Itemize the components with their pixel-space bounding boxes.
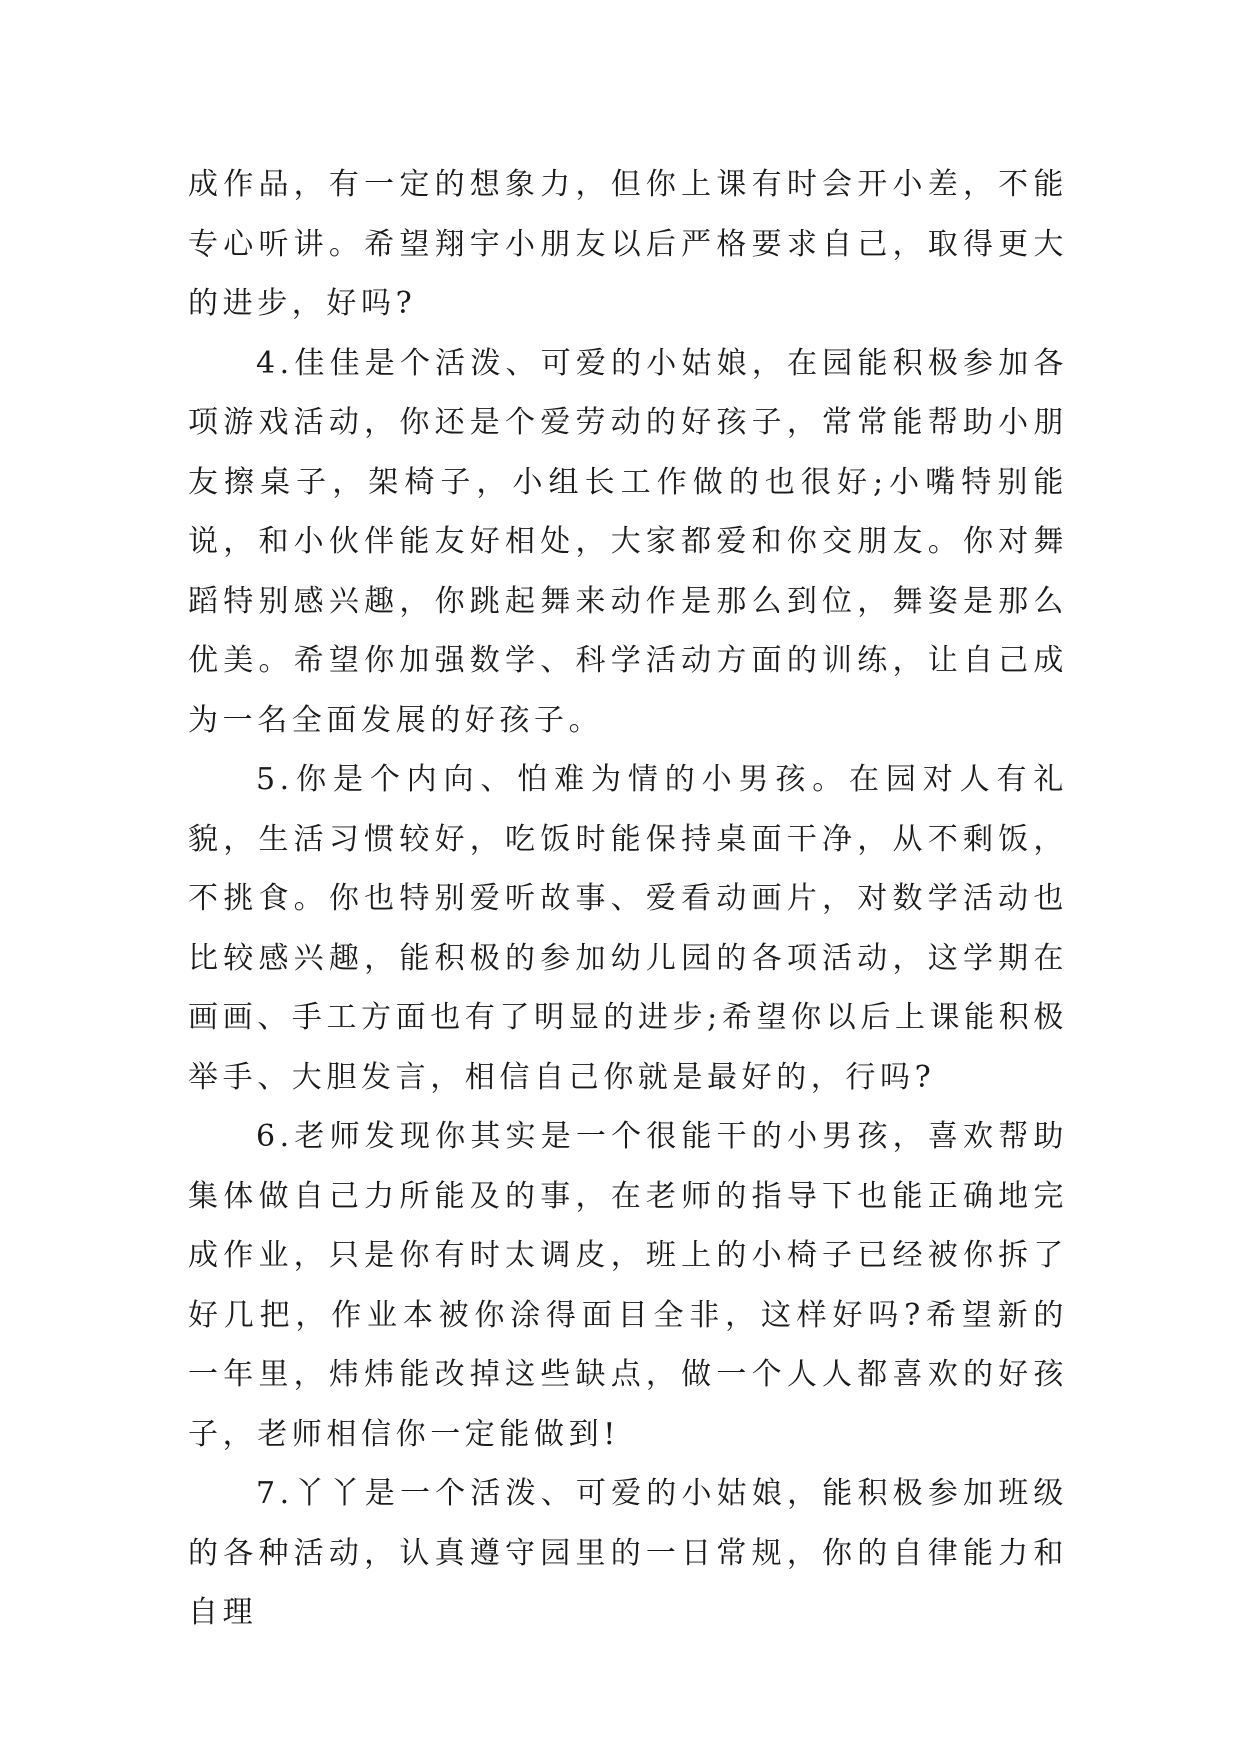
paragraph-item-7: 7.丫丫是一个活泼、可爱的小姑娘，能积极参加班级的各种活动，认真遵守园里的一日常规，你的自律能力和自理 bbox=[188, 1476, 1068, 1630]
paragraph-item-6: 6.老师发现你其实是一个很能干的小男孩，喜欢帮助集体做自己力所能及的事，在老师的指导下也能正确地完成作业，只是你有时太调皮，班上的小椅子已经被你拆了好几把，作业本被你涂得面目全非，这样好吗?希望新的一年里，炜炜能改掉这些缺点，做一个人人都喜欢的好孩子，老师相信你一定能做到! bbox=[188, 1119, 1068, 1452]
paragraph-item-5: 5.你是个内向、怕难为情的小男孩。在园对人有礼貌，生活习惯较好，吃饭时能保持桌面干净，从不剩饭，不挑食。你也特别爱听故事、爱看动画片，对数学活动也比较感兴趣，能积极的参加幼儿园的各项活动，这学期在画画、手工方面也有了明显的进步;希望你以后上课能积极举手、大胆发言，相信自己你就是最好的，行吗? bbox=[188, 762, 1068, 1095]
document-body bbox=[188, 155, 1068, 1643]
paragraph-item-4: 4.佳佳是个活泼、可爱的小姑娘，在园能积极参加各项游戏活动，你还是个爱劳动的好孩子，常常能帮助小朋友擦桌子，架椅子，小组长工作做的也很好;小嘴特别能说，和小伙伴能友好相处，大家都爱和你交朋友。你对舞蹈特别感兴趣，你跳起舞来动作是那么到位，舞姿是那么优美。希望你加强数学、科学活动方面的训练，让自己成为一名全面发展的好孩子。 bbox=[188, 345, 1068, 738]
paragraph-continuation: 成作品，有一定的想象力，但你上课有时会开小差，不能专心听讲。希望翔宇小朋友以后严格要求自己，取得更大的进步，好吗? bbox=[188, 167, 1068, 321]
